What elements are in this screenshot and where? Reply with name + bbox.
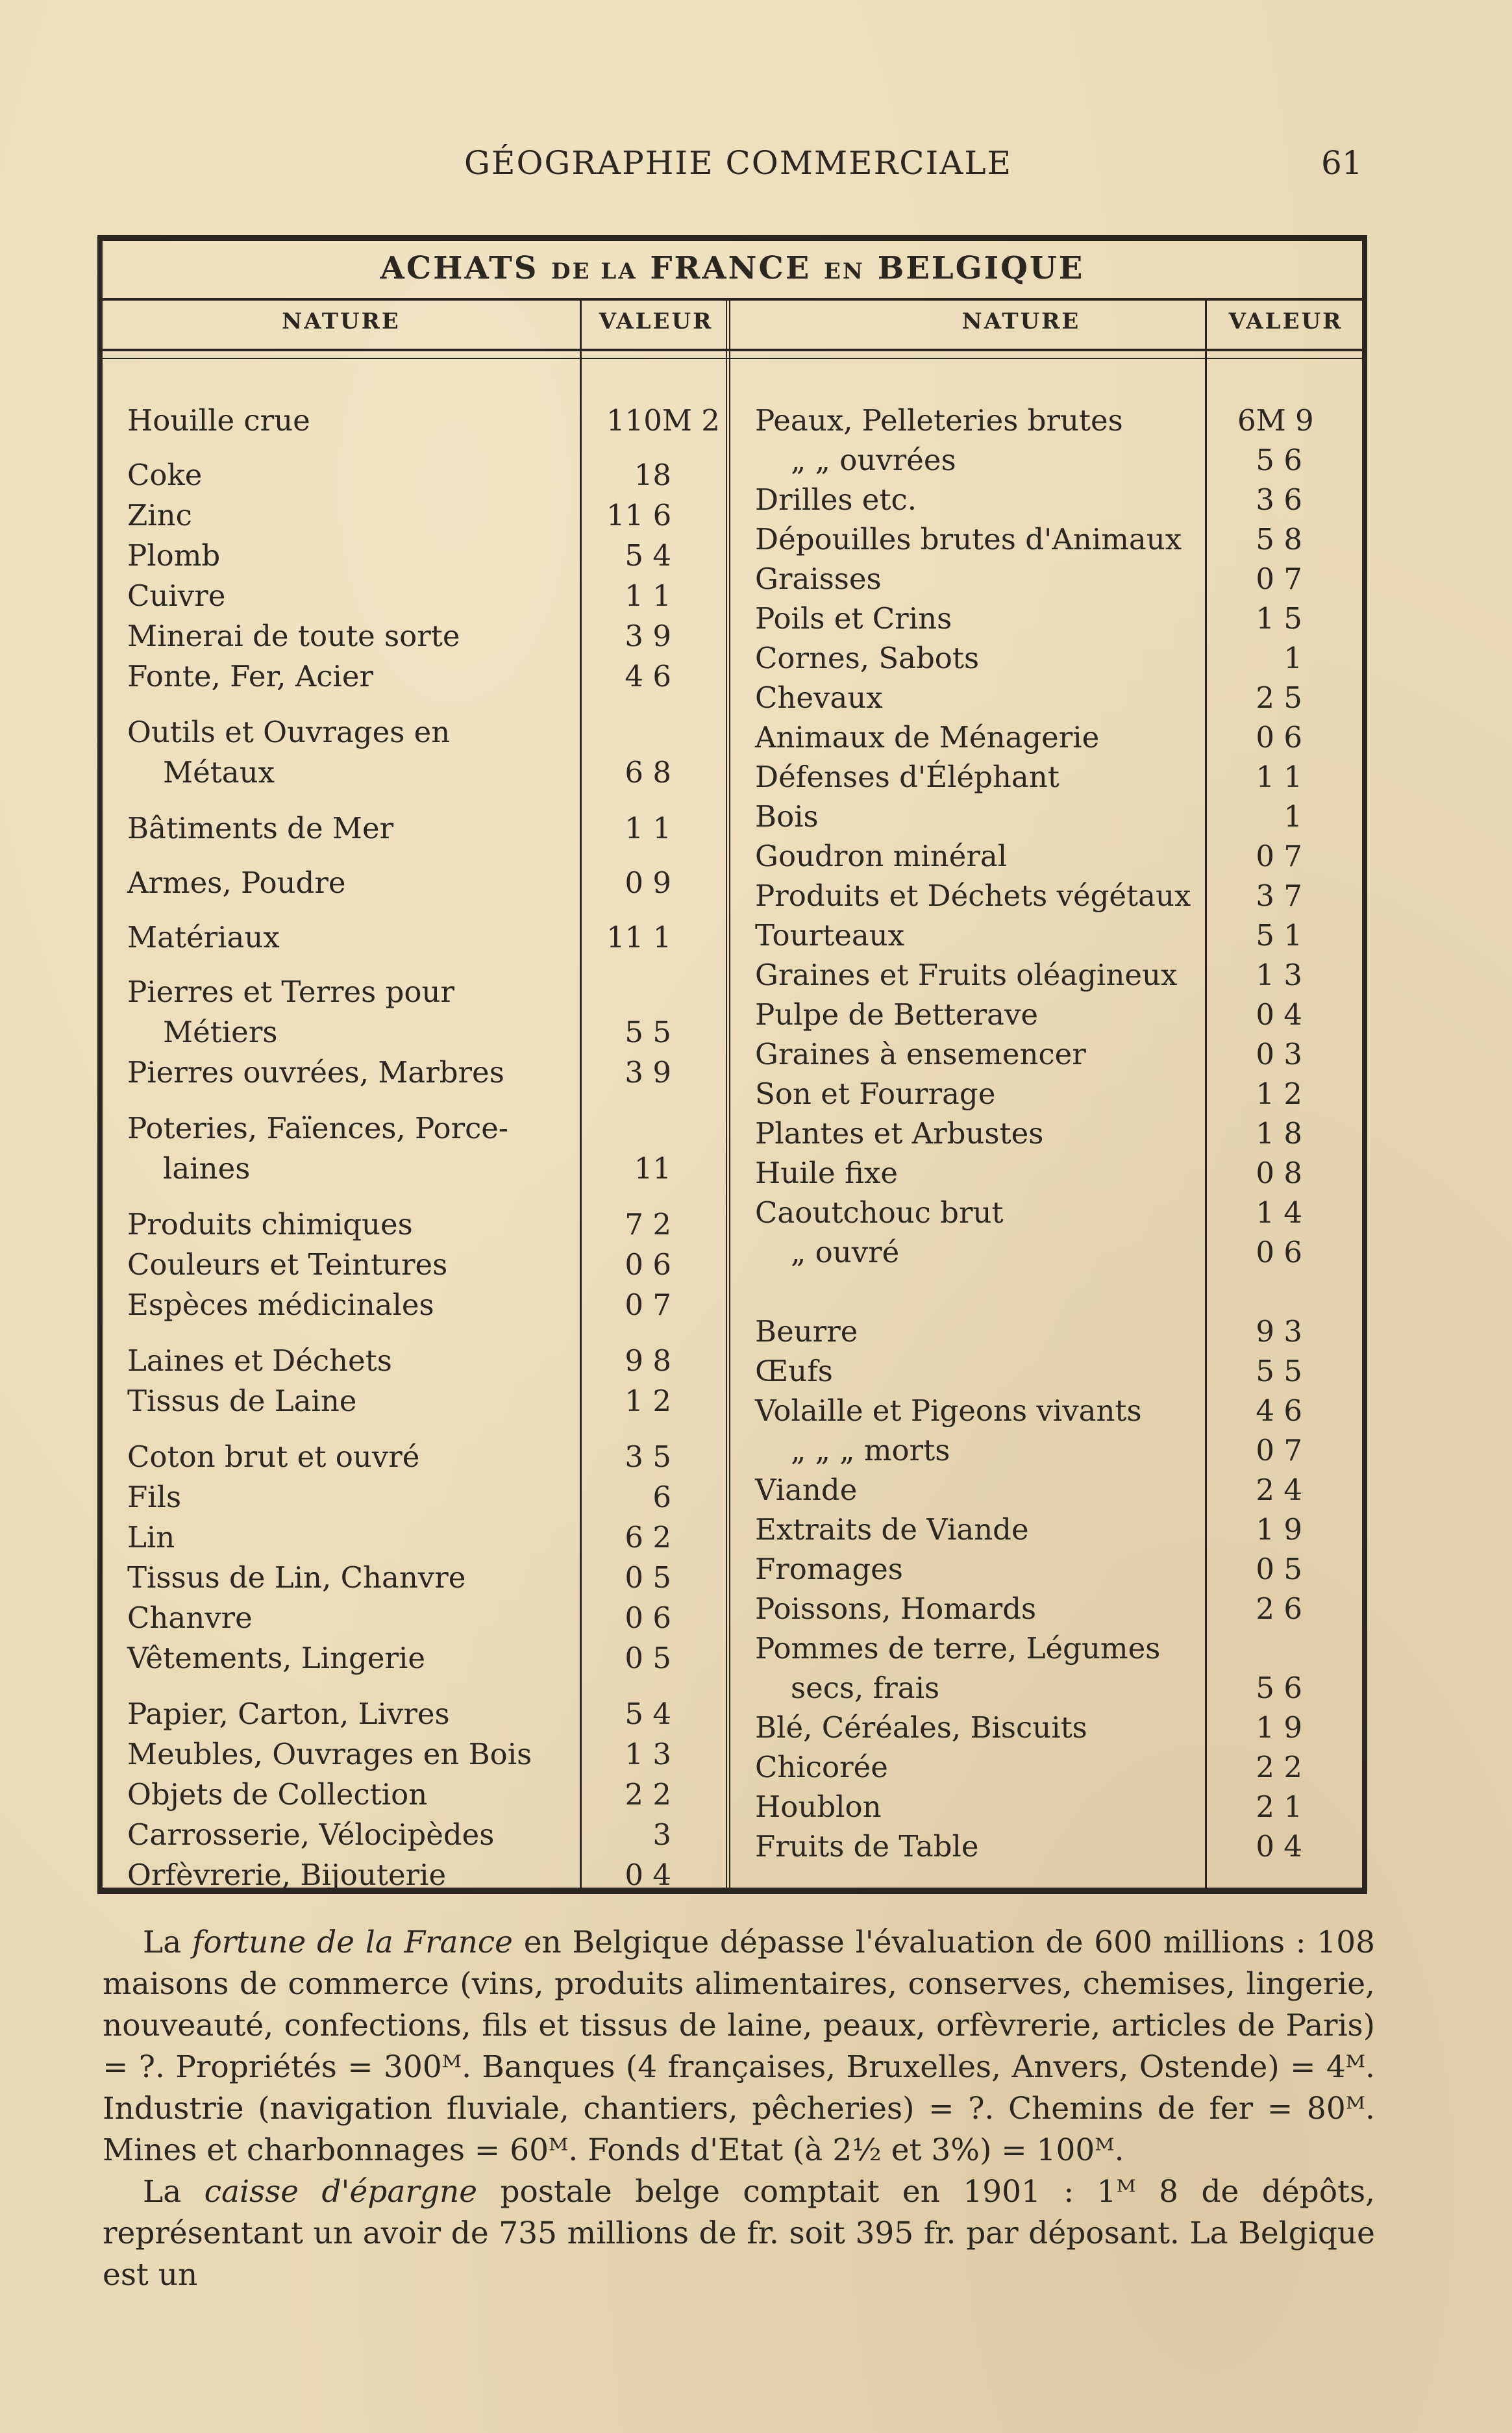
right-row-value: 5 8	[1256, 522, 1302, 556]
left-row-label: Espèces médicinales	[127, 1288, 434, 1322]
right-row-value: 2 2	[1256, 1750, 1302, 1784]
left-row-label: Zinc	[127, 498, 192, 532]
right-row-label: Dépouilles brutes d'Animaux	[755, 522, 1182, 556]
right-row-value: 1 1	[1256, 760, 1302, 794]
right-row-value: 1 9	[1256, 1512, 1302, 1547]
left-row-value: 5 4	[625, 538, 671, 573]
paragraph: La caisse d'épargne postale belge comptait en 1901 : 1ᴹ 8 de dépôts, représentant un avoir de 735 millions de fr. soit 395 fr. par déposant. La Belgique est un	[103, 2174, 1375, 2293]
table-title: ACHATS DE LA FRANCE EN BELGIQUE	[380, 250, 1085, 286]
left-row-value: 0 6	[625, 1601, 671, 1635]
right-row-label: „ ouvré	[791, 1235, 900, 1269]
column-rule	[1205, 298, 1207, 1888]
right-row-value: 3 6	[1256, 482, 1302, 517]
left-row-value: 4 6	[625, 659, 671, 693]
left-row-label: Tissus de Laine	[127, 1384, 357, 1418]
left-row-label: Bâtiments de Mer	[127, 811, 394, 845]
left-row-label: Lin	[127, 1520, 175, 1554]
right-row-value: 0 6	[1256, 1235, 1302, 1269]
right-row-label: Défenses d'Éléphant	[755, 760, 1060, 794]
left-row-label: Fonte, Fer, Acier	[127, 659, 373, 693]
col-header-valeur: VALEUR	[1228, 308, 1343, 334]
left-row-label: Laines et Déchets	[127, 1343, 392, 1378]
right-row-label: Cornes, Sabots	[755, 641, 980, 675]
page-title: GÉOGRAPHIE COMMERCIALE	[464, 144, 1013, 182]
left-row-value: 1 2	[625, 1384, 671, 1418]
left-row-label: Outils et Ouvrages en	[127, 715, 451, 749]
right-row-label: Tourteaux	[755, 918, 905, 953]
header-rule	[103, 298, 1362, 301]
right-row-label: Peaux, Pelleteries brutes	[755, 403, 1123, 438]
col-header-valeur: VALEUR	[599, 308, 713, 334]
right-row-value: 9 3	[1256, 1314, 1302, 1349]
left-row-value: 110M 2	[606, 403, 720, 438]
right-row-label: „ „ ouvrées	[791, 443, 956, 477]
left-row-value: 1 1	[625, 579, 671, 613]
right-row-label: Pulpe de Betterave	[755, 997, 1039, 1032]
right-row-value: 1 4	[1256, 1195, 1302, 1230]
right-row-label: Plantes et Arbustes	[755, 1116, 1044, 1151]
right-row-value: 5 5	[1256, 1354, 1302, 1388]
left-row-label: Objets de Collection	[127, 1777, 428, 1812]
left-row-label: Houille crue	[127, 403, 310, 438]
left-row-value: 0 6	[625, 1247, 671, 1282]
right-row-value: 0 7	[1256, 839, 1302, 873]
left-row-value: 11 6	[606, 498, 672, 532]
right-row-label: Fromages	[755, 1552, 903, 1586]
left-row-value: 0 7	[625, 1288, 671, 1322]
right-row-value: 1 3	[1256, 958, 1302, 992]
left-row-value: 6 8	[625, 755, 671, 790]
left-row-label: Produits chimiques	[127, 1207, 413, 1241]
left-row-label: Coton brut et ouvré	[127, 1440, 420, 1474]
right-row-label: secs, frais	[791, 1671, 940, 1705]
left-row-label: Métaux	[163, 755, 275, 790]
right-row-label: „ „ „ morts	[791, 1433, 950, 1467]
right-row-label: Drilles etc.	[755, 482, 917, 517]
right-row-label: Volaille et Pigeons vivants	[755, 1393, 1142, 1428]
header-rule	[103, 358, 1362, 359]
right-row-value: 2 6	[1256, 1591, 1302, 1626]
right-row-value: 1 5	[1256, 601, 1302, 636]
right-row-value: 5 1	[1256, 918, 1302, 953]
left-row-label: Tissus de Lin, Chanvre	[127, 1560, 466, 1595]
left-row-label: Plomb	[127, 538, 221, 573]
right-row-value: 1 2	[1256, 1077, 1302, 1111]
right-row-label: Chevaux	[755, 680, 883, 715]
right-row-value: 5 6	[1256, 1671, 1302, 1705]
right-row-value: 1 9	[1256, 1710, 1302, 1745]
right-row-label: Son et Fourrage	[755, 1077, 996, 1111]
left-row-label: Métiers	[163, 1015, 278, 1049]
left-row-value: 2 2	[625, 1777, 671, 1812]
right-row-label: Produits et Déchets végétaux	[755, 879, 1191, 913]
left-row-value: 9 8	[625, 1343, 671, 1378]
left-row-value: 3	[652, 1817, 671, 1852]
right-row-label: Graisses	[755, 562, 882, 596]
left-row-value: 3 9	[625, 619, 671, 653]
left-row-label: Couleurs et Teintures	[127, 1247, 448, 1282]
header-rule	[103, 349, 1362, 351]
right-row-value: 1	[1283, 799, 1302, 834]
left-row-value: 1 1	[625, 811, 671, 845]
left-row-value: 0 9	[625, 866, 671, 900]
paragraph: La fortune de la France en Belgique dépasse l'évaluation de 600 millions : 108 maisons de commerce (vins, produits alimentaires, conserves, chemises, lingerie, nouveauté, confections, fils et tissus de laine, peaux, orfèvrerie, articles de Paris) = ?. Propriétés = 300ᴹ. Banques (4 françaises, Bruxelles, Anvers, Ostende) = 4ᴹ. Industrie (navigation fluviale, chantiers, pêcheries) = ?. Chemins de fer = 80ᴹ. Mines et charbonnages = 60ᴹ. Fonds d'Etat (à 2½ et 3%) = 100ᴹ.	[103, 1925, 1375, 2168]
left-row-label: Orfèvrerie, Bijouterie	[127, 1858, 447, 1892]
body-text	[103, 1922, 1375, 2296]
right-row-label: Goudron minéral	[755, 839, 1008, 873]
left-row-value: 6	[652, 1480, 671, 1514]
right-row-value: 0 3	[1256, 1037, 1302, 1071]
right-row-label: Poils et Crins	[755, 601, 952, 636]
right-row-value: 4 6	[1256, 1393, 1302, 1428]
left-row-value: 11	[634, 1151, 671, 1186]
col-header-nature: NATURE	[282, 308, 401, 334]
right-row-value: 1	[1283, 641, 1302, 675]
left-row-value: 0 5	[625, 1641, 671, 1675]
right-row-label: Graines à ensemencer	[755, 1037, 1086, 1071]
left-row-label: Papier, Carton, Livres	[127, 1697, 450, 1731]
right-row-value: 2 5	[1256, 680, 1302, 715]
right-row-value: 5 6	[1256, 443, 1302, 477]
left-row-label: Chanvre	[127, 1601, 253, 1635]
right-row-label: Bois	[755, 799, 819, 834]
column-rule	[580, 298, 582, 1888]
right-row-label: Fruits de Table	[755, 1829, 979, 1864]
left-row-label: Fils	[127, 1480, 182, 1514]
right-row-value: 6M 9	[1237, 403, 1314, 438]
right-row-label: Blé, Céréales, Biscuits	[755, 1710, 1087, 1745]
left-row-label: laines	[163, 1151, 251, 1186]
left-row-label: Carrosserie, Vélocipèdes	[127, 1817, 495, 1852]
column-rule	[726, 298, 730, 1888]
right-row-value: 2 4	[1256, 1473, 1302, 1507]
right-row-value: 0 7	[1256, 1433, 1302, 1467]
page-number: 61	[1321, 144, 1363, 182]
right-row-value: 0 8	[1256, 1156, 1302, 1190]
left-row-label: Matériaux	[127, 920, 280, 954]
right-row-value: 2 1	[1256, 1790, 1302, 1824]
right-row-label: Animaux de Ménagerie	[755, 720, 1100, 755]
left-row-label: Coke	[127, 458, 203, 492]
left-row-value: 0 4	[625, 1858, 671, 1892]
right-row-label: Poissons, Homards	[755, 1591, 1037, 1626]
left-row-label: Armes, Poudre	[127, 866, 346, 900]
left-row-value: 7 2	[625, 1207, 671, 1241]
right-row-label: Viande	[755, 1473, 858, 1507]
right-row-value: 0 5	[1256, 1552, 1302, 1586]
left-row-label: Vêtements, Lingerie	[127, 1641, 426, 1675]
right-row-label: Beurre	[755, 1314, 858, 1349]
right-row-label: Extraits de Viande	[755, 1512, 1029, 1547]
left-row-value: 3 5	[625, 1440, 671, 1474]
left-row-label: Cuivre	[127, 579, 226, 613]
left-row-label: Pierres et Terres pour	[127, 975, 454, 1009]
right-row-label: Caoutchouc brut	[755, 1195, 1004, 1230]
left-row-value: 3 9	[625, 1055, 671, 1090]
left-row-value: 5 5	[625, 1015, 671, 1049]
right-row-label: Pommes de terre, Légumes	[755, 1631, 1161, 1666]
right-row-value: 0 4	[1256, 997, 1302, 1032]
purchases-table	[97, 235, 1367, 1894]
right-row-value: 0 4	[1256, 1829, 1302, 1864]
left-row-value: 6 2	[625, 1520, 671, 1554]
left-row-label: Poteries, Faïences, Porce-	[127, 1111, 509, 1145]
left-row-value: 11 1	[606, 920, 672, 954]
left-row-label: Minerai de toute sorte	[127, 619, 460, 653]
left-row-value: 5 4	[625, 1697, 671, 1731]
running-head	[0, 144, 1512, 190]
left-row-label: Pierres ouvrées, Marbres	[127, 1055, 504, 1090]
right-row-label: Œufs	[755, 1354, 833, 1388]
right-row-value: 0 7	[1256, 562, 1302, 596]
right-row-label: Houblon	[755, 1790, 882, 1824]
left-row-value: 1 3	[625, 1737, 671, 1771]
right-row-value: 1 8	[1256, 1116, 1302, 1151]
left-row-label: Meubles, Ouvrages en Bois	[127, 1737, 532, 1771]
right-row-value: 3 7	[1256, 879, 1302, 913]
right-row-label: Huile fixe	[755, 1156, 898, 1190]
left-row-value: 0 5	[625, 1560, 671, 1595]
col-header-nature: NATURE	[961, 308, 1081, 334]
left-row-value: 18	[634, 458, 671, 492]
right-row-label: Chicorée	[755, 1750, 888, 1784]
right-row-value: 0 6	[1256, 720, 1302, 755]
right-row-label: Graines et Fruits oléagineux	[755, 958, 1178, 992]
